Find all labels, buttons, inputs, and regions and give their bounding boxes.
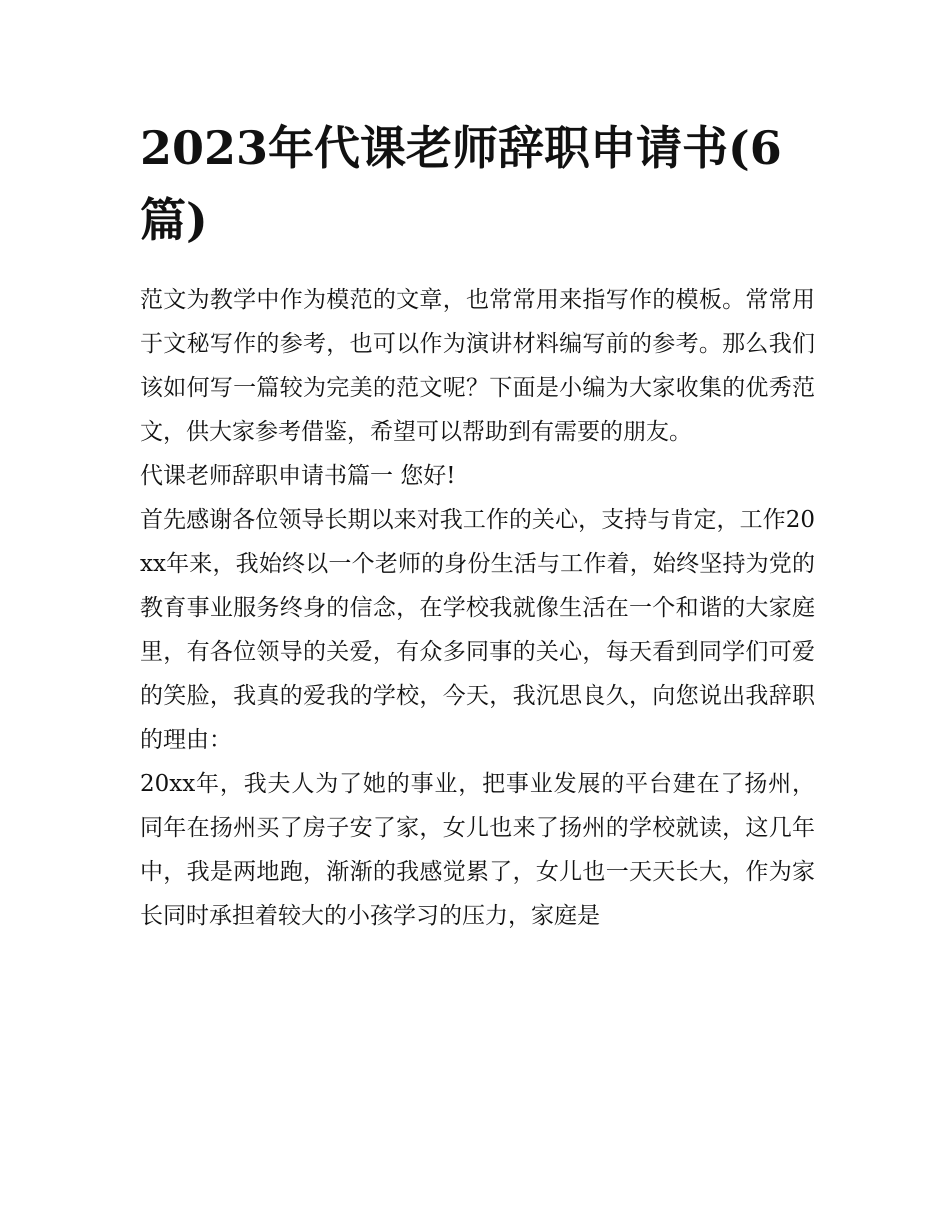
body-paragraph: 20xx年，我夫人为了她的事业，把事业发展的平台建在了扬州，同年在扬州买了房子安了家，女儿也来了扬州的学校就读，这几年中，我是两地跑，渐渐的我感觉累了，女儿也一天天长大，作为家长同时承担着较大的小孩学习的压力，家庭是 — [140, 771, 815, 929]
body-paragraph: 首先感谢各位领导长期以来对我工作的关心，支持与肯定，工作20xx年来，我始终以一个老师的身份生活与工作着，始终坚持为党的教育事业服务终身的信念，在学校我就像生活在一个和谐的大家庭里，有各位领导的关爱，有众多同事的关心，每天看到同学们可爱的笑脸，我真的爱我的学校，今天，我沉思良久，向您说出我辞职的理由： — [140, 507, 815, 753]
document-title: 2023年代课老师辞职申请书(6篇) — [140, 121, 782, 247]
section-heading-paragraph: 代课老师辞职申请书篇一 您好! — [140, 463, 456, 489]
document-page — [140, 112, 815, 938]
intro-paragraph: 范文为教学中作为模范的文章，也常常用来指写作的模板。常常用于文秘写作的参考，也可以作为演讲材料编写前的参考。那么我们该如何写一篇较为完美的范文呢？下面是小编为大家收集的优秀范文，供大家参考借鉴，希望可以帮助到有需要的朋友。 — [140, 287, 815, 445]
